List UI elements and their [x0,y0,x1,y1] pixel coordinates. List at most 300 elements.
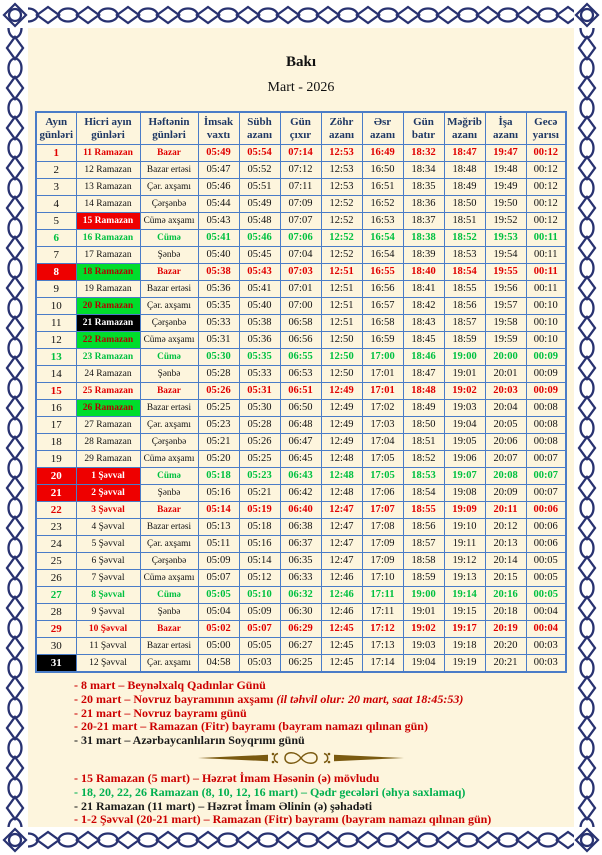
time-cell: 05:05 [198,587,239,604]
time-cell: 07:07 [280,213,321,230]
column-header [198,112,239,145]
time-cell: 06:30 [280,604,321,621]
time-cell: 12:49 [321,434,362,451]
time-cell: 12:46 [321,587,362,604]
hijri-date-cell: 11 Şəvval [76,638,140,655]
time-cell: 19:02 [444,383,485,400]
border-band-bottom [28,829,574,851]
time-cell: 16:56 [362,281,403,298]
table-row [36,230,566,247]
time-cell: 19:04 [444,417,485,434]
day-cell: 27 [36,587,76,604]
table-row [36,332,566,349]
hijri-date-cell: 1 Şəvval [76,468,140,485]
time-cell: 12:50 [321,349,362,366]
hijri-date-cell: 25 Ramazan [76,383,140,400]
time-cell: 20:21 [485,655,526,673]
time-cell: 05:16 [239,536,280,553]
time-cell: 12:52 [321,213,362,230]
weekday-cell: Bazar [140,502,198,519]
weekday-cell: Şənbə [140,604,198,621]
time-cell: 05:46 [239,230,280,247]
time-cell: 07:09 [280,196,321,213]
hijri-date-cell: 8 Şəvval [76,587,140,604]
table-row [36,383,566,400]
weekday-cell: Cümə [140,468,198,485]
time-cell: 20:16 [485,587,526,604]
time-cell: 19:17 [444,621,485,638]
day-cell: 15 [36,383,76,400]
time-cell: 06:56 [280,332,321,349]
time-cell: 07:12 [280,162,321,179]
day-cell: 1 [36,145,76,162]
time-cell: 18:43 [403,315,444,332]
day-cell: 9 [36,281,76,298]
time-cell: 17:02 [362,400,403,417]
prayer-times-table [35,111,567,673]
time-cell: 18:54 [403,485,444,502]
hijri-date-cell: 14 Ramazan [76,196,140,213]
time-cell: 18:37 [403,213,444,230]
time-cell: 05:19 [239,502,280,519]
table-row [36,145,566,162]
time-cell: 05:35 [239,349,280,366]
time-cell: 05:38 [198,264,239,281]
table-row [36,553,566,570]
time-cell: 19:50 [485,196,526,213]
time-cell: 19:10 [444,519,485,536]
time-cell: 00:05 [526,570,566,587]
time-cell: 19:15 [444,604,485,621]
time-cell: 05:26 [198,383,239,400]
time-cell: 00:07 [526,468,566,485]
time-cell: 18:53 [444,247,485,264]
time-cell: 19:07 [444,468,485,485]
day-cell: 28 [36,604,76,621]
time-cell: 06:27 [280,638,321,655]
table-row [36,366,566,383]
time-cell: 18:45 [403,332,444,349]
time-cell: 20:11 [485,502,526,519]
time-cell: 20:12 [485,519,526,536]
time-cell: 06:51 [280,383,321,400]
time-cell: 16:58 [362,315,403,332]
time-cell: 00:09 [526,349,566,366]
time-cell: 06:32 [280,587,321,604]
page-title-city: Bakı [285,54,316,70]
column-header [76,112,140,145]
time-cell: 19:48 [485,162,526,179]
time-cell: 12:48 [321,468,362,485]
time-cell: 05:40 [239,298,280,315]
time-cell: 18:57 [403,536,444,553]
time-cell: 06:53 [280,366,321,383]
time-cell: 19:47 [485,145,526,162]
table-row [36,434,566,451]
time-cell: 05:31 [198,332,239,349]
time-cell: 00:12 [526,162,566,179]
column-header-line: Sübh [247,116,272,128]
time-cell: 12:51 [321,281,362,298]
time-cell: 12:52 [321,196,362,213]
weekday-cell: Bazar ertəsi [140,162,198,179]
hijri-date-cell: 19 Ramazan [76,281,140,298]
table-header-row [36,112,566,145]
weekday-cell: Bazar [140,621,198,638]
time-cell: 20:01 [485,366,526,383]
table-row [36,179,566,196]
time-cell: 00:12 [526,145,566,162]
time-cell: 18:34 [403,162,444,179]
time-cell: 18:59 [444,332,485,349]
time-cell: 18:55 [444,281,485,298]
time-cell: 17:14 [362,655,403,673]
time-cell: 17:10 [362,570,403,587]
time-cell: 12:46 [321,570,362,587]
column-header-line: azanı [492,129,519,142]
time-cell: 18:42 [403,298,444,315]
time-cell: 06:45 [280,451,321,468]
time-cell: 00:06 [526,519,566,536]
time-cell: 18:39 [403,247,444,264]
column-header-line: günləri [39,129,74,142]
time-cell: 17:01 [362,383,403,400]
time-cell: 05:48 [239,213,280,230]
time-cell: 16:50 [362,162,403,179]
table-row [36,315,566,332]
border-corner-knot [2,827,28,853]
time-cell: 17:07 [362,502,403,519]
hijri-date-cell: 23 Ramazan [76,349,140,366]
time-cell: 20:15 [485,570,526,587]
time-cell: 18:58 [403,553,444,570]
day-cell: 4 [36,196,76,213]
time-cell: 18:56 [403,519,444,536]
hijri-date-cell: 9 Şəvval [76,604,140,621]
time-cell: 07:01 [280,281,321,298]
time-cell: 18:35 [403,179,444,196]
table-row [36,417,566,434]
day-cell: 25 [36,553,76,570]
time-cell: 19:52 [485,213,526,230]
time-cell: 19:19 [444,655,485,673]
time-cell: 05:07 [239,621,280,638]
table-row [36,604,566,621]
time-cell: 06:29 [280,621,321,638]
time-cell: 20:06 [485,434,526,451]
time-cell: 16:57 [362,298,403,315]
time-cell: 05:52 [239,162,280,179]
day-cell: 22 [36,502,76,519]
time-cell: 07:00 [280,298,321,315]
time-cell: 07:03 [280,264,321,281]
time-cell: 05:10 [239,587,280,604]
day-cell: 20 [36,468,76,485]
day-cell: 24 [36,536,76,553]
time-cell: 18:53 [403,468,444,485]
time-cell: 00:11 [526,247,566,264]
time-cell: 20:13 [485,536,526,553]
hijri-date-cell: 12 Ramazan [76,162,140,179]
time-cell: 19:55 [485,264,526,281]
time-cell: 05:09 [198,553,239,570]
weekday-cell: Çərşənbə [140,553,198,570]
border-band-right [576,28,598,827]
time-cell: 00:05 [526,553,566,570]
column-header-line: azanı [369,129,396,142]
time-cell: 05:49 [198,145,239,162]
day-cell: 11 [36,315,76,332]
time-cell: 20:19 [485,621,526,638]
day-cell: 8 [36,264,76,281]
day-cell: 23 [36,519,76,536]
hijri-date-cell: 2 Şəvval [76,485,140,502]
weekday-cell: Bazar [140,145,198,162]
time-cell: 19:54 [485,247,526,264]
time-cell: 12:50 [321,332,362,349]
time-cell: 18:46 [403,349,444,366]
time-cell: 05:51 [239,179,280,196]
time-cell: 20:03 [485,383,526,400]
time-cell: 19:00 [403,587,444,604]
column-header-line: azanı [328,129,355,142]
day-cell: 2 [36,162,76,179]
day-cell: 16 [36,400,76,417]
table-row [36,587,566,604]
column-header [321,112,362,145]
time-cell: 05:14 [239,553,280,570]
weekday-cell: Çərşənbə [140,434,198,451]
weekday-cell: Çər. axşamı [140,655,198,673]
time-cell: 16:55 [362,264,403,281]
time-cell: 12:52 [321,230,362,247]
time-cell: 06:37 [280,536,321,553]
time-cell: 06:43 [280,468,321,485]
day-cell: 18 [36,434,76,451]
time-cell: 05:23 [239,468,280,485]
time-cell: 06:40 [280,502,321,519]
note-line: - 21 Ramazan (11 mart) – Həzrət İmam Əlinin (ə) şəhadəti [74,798,373,813]
time-cell: 05:41 [239,281,280,298]
day-cell: 5 [36,213,76,230]
time-cell: 12:48 [321,485,362,502]
weekday-cell: Çər. axşamı [140,298,198,315]
table-row [36,349,566,366]
time-cell: 05:45 [239,247,280,264]
time-cell: 19:08 [444,485,485,502]
time-cell: 00:03 [526,638,566,655]
time-cell: 00:10 [526,332,566,349]
time-cell: 19:03 [403,638,444,655]
column-header [444,112,485,145]
time-cell: 06:42 [280,485,321,502]
time-cell: 17:03 [362,417,403,434]
hijri-date-cell: 10 Şəvval [76,621,140,638]
time-cell: 18:56 [444,298,485,315]
hijri-date-cell: 21 Ramazan [76,315,140,332]
time-cell: 00:08 [526,434,566,451]
time-cell: 20:08 [485,468,526,485]
column-header-line: Gün [290,116,311,128]
time-cell: 05:04 [198,604,239,621]
time-cell: 18:55 [403,502,444,519]
time-cell: 17:09 [362,553,403,570]
time-cell: 19:02 [403,621,444,638]
time-cell: 18:48 [403,383,444,400]
time-cell: 16:59 [362,332,403,349]
notes-march-holidays [74,679,574,747]
time-cell: 00:09 [526,366,566,383]
time-cell: 18:52 [403,451,444,468]
time-cell: 18:51 [403,434,444,451]
table-row [36,502,566,519]
time-cell: 05:25 [239,451,280,468]
time-cell: 07:04 [280,247,321,264]
time-cell: 00:11 [526,264,566,281]
time-cell: 06:58 [280,315,321,332]
time-cell: 05:03 [239,655,280,673]
weekday-cell: Çər. axşamı [140,179,198,196]
column-header-line: günləri [152,129,186,142]
hijri-date-cell: 3 Şəvval [76,502,140,519]
hijri-date-cell: 26 Ramazan [76,400,140,417]
time-cell: 16:54 [362,230,403,247]
column-header-line: günləri [91,129,125,142]
hijri-date-cell: 16 Ramazan [76,230,140,247]
time-cell: 16:49 [362,145,403,162]
time-cell: 05:36 [198,281,239,298]
day-cell: 17 [36,417,76,434]
table-row [36,485,566,502]
time-cell: 05:30 [239,400,280,417]
weekday-cell: Bazar [140,264,198,281]
column-header-line: Gün [413,116,434,128]
time-cell: 20:18 [485,604,526,621]
hijri-date-cell: 27 Ramazan [76,417,140,434]
time-cell: 06:35 [280,553,321,570]
time-cell: 07:06 [280,230,321,247]
time-cell: 12:46 [321,604,362,621]
time-cell: 18:47 [403,366,444,383]
weekday-cell: Çər. axşamı [140,536,198,553]
time-cell: 19:12 [444,553,485,570]
table-row [36,264,566,281]
column-header-line: batır [411,129,436,142]
time-cell: 05:16 [198,485,239,502]
time-cell: 05:00 [198,638,239,655]
hijri-date-cell: 15 Ramazan [76,213,140,230]
time-cell: 05:21 [198,434,239,451]
time-cell: 20:05 [485,417,526,434]
time-cell: 12:50 [321,366,362,383]
time-cell: 18:50 [403,417,444,434]
time-cell: 12:52 [321,247,362,264]
time-cell: 17:05 [362,468,403,485]
time-cell: 05:36 [239,332,280,349]
time-cell: 17:11 [362,587,403,604]
time-cell: 00:09 [526,383,566,400]
time-cell: 19:59 [485,332,526,349]
hijri-date-cell: 4 Şəvval [76,519,140,536]
day-cell: 6 [36,230,76,247]
hijri-date-cell: 22 Ramazan [76,332,140,349]
note-line: - 20 mart – Novruz bayramının axşamı (il təhvil olur: 20 mart, saat 18:45:53) [74,691,464,706]
time-cell: 05:49 [239,196,280,213]
time-cell: 05:41 [198,230,239,247]
time-cell: 05:18 [198,468,239,485]
time-cell: 00:04 [526,604,566,621]
time-cell: 19:04 [403,655,444,673]
time-cell: 12:45 [321,638,362,655]
time-cell: 07:11 [280,179,321,196]
time-cell: 12:51 [321,315,362,332]
time-cell: 05:18 [239,519,280,536]
time-cell: 18:51 [444,213,485,230]
time-cell: 17:12 [362,621,403,638]
column-header [239,112,280,145]
table-row [36,162,566,179]
hijri-date-cell: 29 Ramazan [76,451,140,468]
time-cell: 18:36 [403,196,444,213]
notes-ramazan-events [74,772,574,826]
column-header-line: Əsr [373,116,392,128]
note-line: - 20-21 mart – Ramazan (Fitr) bayramı (bayram namazı qılınan gün) [74,719,428,734]
weekday-cell: Cümə axşamı [140,570,198,587]
table-row [36,281,566,298]
column-header-line: İmsak [203,116,234,128]
day-cell: 7 [36,247,76,264]
time-cell: 17:09 [362,536,403,553]
time-cell: 19:57 [485,298,526,315]
time-cell: 05:05 [239,638,280,655]
hijri-date-cell: 20 Ramazan [76,298,140,315]
time-cell: 05:28 [239,417,280,434]
time-cell: 18:57 [444,315,485,332]
time-cell: 05:14 [198,502,239,519]
column-header-line: İşa [498,116,513,128]
time-cell: 20:04 [485,400,526,417]
hijri-date-cell: 7 Şəvval [76,570,140,587]
time-cell: 20:07 [485,451,526,468]
time-cell: 00:11 [526,230,566,247]
time-cell: 12:51 [321,264,362,281]
time-cell: 12:49 [321,383,362,400]
time-cell: 20:00 [485,349,526,366]
time-cell: 20:20 [485,638,526,655]
time-cell: 16:54 [362,247,403,264]
column-header [526,112,566,145]
time-cell: 06:48 [280,417,321,434]
time-cell: 19:00 [444,349,485,366]
time-cell: 19:05 [444,434,485,451]
ornament-divider [28,750,574,766]
weekday-cell: Cümə [140,230,198,247]
time-cell: 17:08 [362,519,403,536]
time-cell: 05:07 [198,570,239,587]
time-cell: 05:11 [198,536,239,553]
time-cell: 18:47 [444,145,485,162]
table-row [36,196,566,213]
time-cell: 05:23 [198,417,239,434]
day-cell: 3 [36,179,76,196]
column-header-line: Zöhr [329,116,354,128]
column-header [36,112,76,145]
time-cell: 18:40 [403,264,444,281]
time-cell: 17:13 [362,638,403,655]
time-cell: 12:45 [321,655,362,673]
time-cell: 06:33 [280,570,321,587]
time-cell: 05:40 [198,247,239,264]
